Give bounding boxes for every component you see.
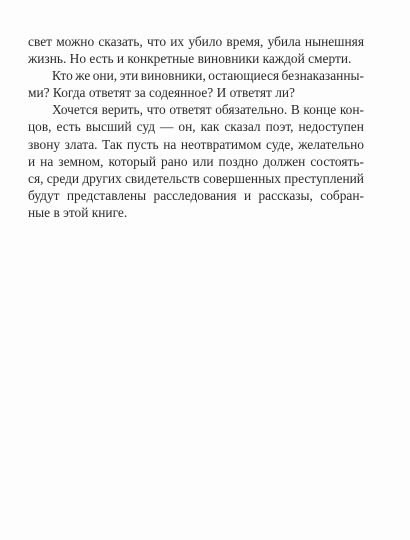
text-line: ные в этой книге.	[28, 204, 128, 220]
text-line: будут представлены расследования и рассказы, собран-	[28, 187, 364, 203]
text-line: и на земном, который рано или поздно должен состоять-	[28, 153, 364, 169]
text-line: жизнь. Но есть и конкретные виновники каждой смерти.	[28, 51, 352, 67]
text-line: цов, есть высший суд — он, как сказал поэт, недоступен	[28, 119, 364, 135]
text-line: свет можно сказать, что их убило время, убила нынешняя	[28, 34, 364, 49]
text-line: ми? Когда ответят за содеянное? И ответят ли?	[28, 85, 295, 101]
paragraph-3	[28, 101, 364, 221]
paragraph-2	[28, 67, 364, 101]
text-line: Кто же они, эти виновники, остающиеся безнаказанны-	[52, 68, 364, 84]
text-line: Хочется верить, что ответят обязательно. В конце кон-	[52, 102, 364, 118]
body-text	[28, 33, 364, 221]
text-line: звону злата. Так пусть на неотвратимом суде, желательно	[28, 136, 364, 152]
paragraph-1	[28, 33, 364, 67]
text-line: ся, среди других свидетельств совершенных преступлений	[28, 170, 364, 186]
